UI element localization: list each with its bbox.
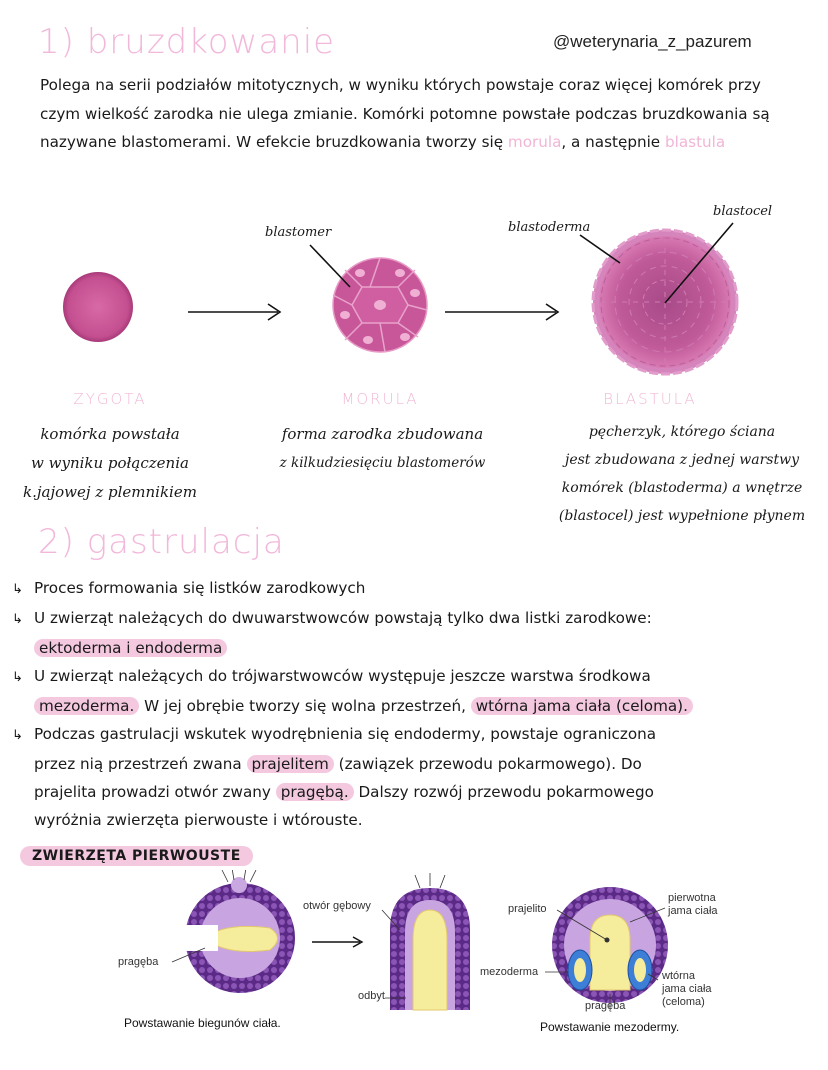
section2-title: 2) gastrulacja	[38, 522, 285, 562]
caption-mezoderma: Powstawanie mezodermy.	[540, 1020, 680, 1034]
highlight-prajelitem: prajelitem	[247, 755, 334, 773]
bullet-continuation	[12, 778, 822, 806]
arrow-icon	[188, 304, 280, 320]
bullet-text: Dalszy rozwój przewodu pokarmowego	[353, 783, 654, 801]
bullet-text: W jej obrębie tworzy się wolna przestrzeń,	[139, 697, 466, 715]
desc-blastula-line: jest zbudowana z jednej warstwy	[564, 452, 799, 468]
morula-word: morula	[507, 133, 562, 151]
label-wtorna-jama	[662, 970, 712, 1009]
label-otwor-gebowy: otwór gębowy	[303, 900, 371, 912]
blastoderma-pointer	[580, 235, 620, 263]
label-prageba: pragęba	[118, 956, 159, 968]
desc-blastula	[540, 418, 824, 530]
bullet-list	[12, 574, 822, 834]
section1-paragraph	[40, 71, 800, 157]
label-odbyt: odbyt	[358, 990, 385, 1002]
bullet-continuation	[12, 750, 822, 778]
bullet-text: U zwierząt należących do trójwarstwowców występuje jeszcze warstwa środkowa	[34, 667, 651, 685]
stage-blastula: BLASTULA	[603, 390, 697, 408]
section1-title: 1) bruzdkowanie	[38, 22, 336, 62]
bullet-item	[12, 662, 822, 692]
blastomer-pointer	[310, 245, 350, 287]
badge-pierwouste: ZWIERZĘTA PIERWOUSTE	[20, 846, 253, 866]
stage-zygota: ZYGOTA	[73, 390, 147, 408]
label-line: jama ciała	[668, 905, 718, 917]
bullet-text: przez nią przestrzeń zwana	[34, 755, 242, 773]
label-blastoderma: blastoderma	[508, 220, 591, 235]
label-mezoderma: mezoderma	[480, 966, 539, 978]
stage-morula: MORULA	[341, 390, 419, 408]
bullet-continuation	[12, 692, 822, 720]
desc-blastula-line: pęcherzyk, którego ściana	[588, 424, 776, 440]
bullet-text: (zawiązek przewodu pokarmowego). Do	[338, 755, 642, 773]
para-text-2: , a następnie	[561, 133, 665, 151]
desc-blastula-line: komórek (blastoderma) a wnętrze	[561, 480, 803, 496]
morula-cell	[333, 258, 427, 352]
bullet-text: wyróżnia zwierzęta pierwouste i wtórouste.	[34, 811, 363, 829]
desc-zygota	[10, 420, 210, 507]
bullet-continuation	[12, 634, 822, 662]
highlight-celoma: wtórna jama ciała (celoma).	[471, 697, 693, 715]
arrow-icon	[445, 304, 558, 320]
desc-zygota-line: komórka powstała	[40, 425, 180, 443]
label-line: (celoma)	[662, 996, 705, 1008]
bullet-text: U zwierząt należących do dwuwarstwowców powstają tylko dwa listki zarodkowe:	[34, 609, 652, 627]
curved-arrow-icon: ↳	[12, 612, 23, 627]
bullet-text: Proces formowania się listków zarodkowych	[34, 579, 366, 597]
bullet-text: prajelita prowadzi otwór zwany	[34, 783, 271, 801]
label-pierwotna-jama	[668, 892, 718, 918]
label-prageba-2: pragęba	[585, 1000, 626, 1012]
zygote-cell	[63, 272, 133, 342]
highlight-mezoderma: mezoderma.	[34, 697, 139, 715]
bullet-item	[12, 720, 822, 750]
curved-arrow-icon: ↳	[12, 728, 23, 743]
desc-zygota-line: k.jajowej z plemnikiem	[23, 483, 197, 501]
desc-blastula-line: (blastocel) jest wypełnione płynem	[558, 508, 806, 524]
bullet-continuation	[12, 806, 822, 834]
desc-zygota-line: w wyniku połączenia	[31, 454, 189, 472]
curved-arrow-icon: ↳	[12, 582, 23, 597]
caption-bieguny: Powstawanie biegunów ciała.	[124, 1016, 281, 1030]
bullet-item	[12, 604, 822, 634]
label-blastomer: blastomer	[265, 225, 332, 240]
desc-morula-line: z kilkudziesięciu blastomerów	[279, 455, 486, 471]
gastrula-elongated	[382, 873, 470, 1010]
highlight-ektoderma-endoderma: ektoderma i endoderma	[34, 639, 227, 657]
gastrula-early	[172, 870, 295, 993]
cleavage-diagram	[0, 195, 828, 395]
desc-morula	[255, 420, 510, 478]
author-handle: @weterynaria_z_pazurem	[553, 32, 752, 51]
label-line: pierwotna	[668, 892, 716, 904]
label-blastocel: blastocel	[713, 204, 773, 219]
label-line: wtórna	[662, 970, 696, 982]
label-line: jama ciała	[662, 983, 712, 995]
mesoderm-formation	[545, 887, 668, 1008]
blastula-word: blastula	[664, 133, 726, 151]
arrow-icon	[312, 937, 362, 947]
desc-morula-line: forma zarodka zbudowana	[281, 425, 484, 443]
para-text-1: Polega na serii podziałów mitotycznych, w wyniku których powstaje coraz więcej komórek przy czym wielkość zarodka nie ulega zmianie. Komórki potomne powstałe podczas bruzdkowania są nazywane blastomerami. W efekcie bruzdkowania tworzy się	[40, 76, 770, 151]
label-prajelito: prajelito	[508, 903, 547, 915]
bullet-item	[12, 574, 822, 604]
highlight-prageba: pragębą.	[276, 783, 354, 801]
curved-arrow-icon: ↳	[12, 670, 23, 685]
bullet-text: Podczas gastrulacji wskutek wyodrębnienia się endodermy, powstaje ograniczona	[34, 725, 657, 743]
